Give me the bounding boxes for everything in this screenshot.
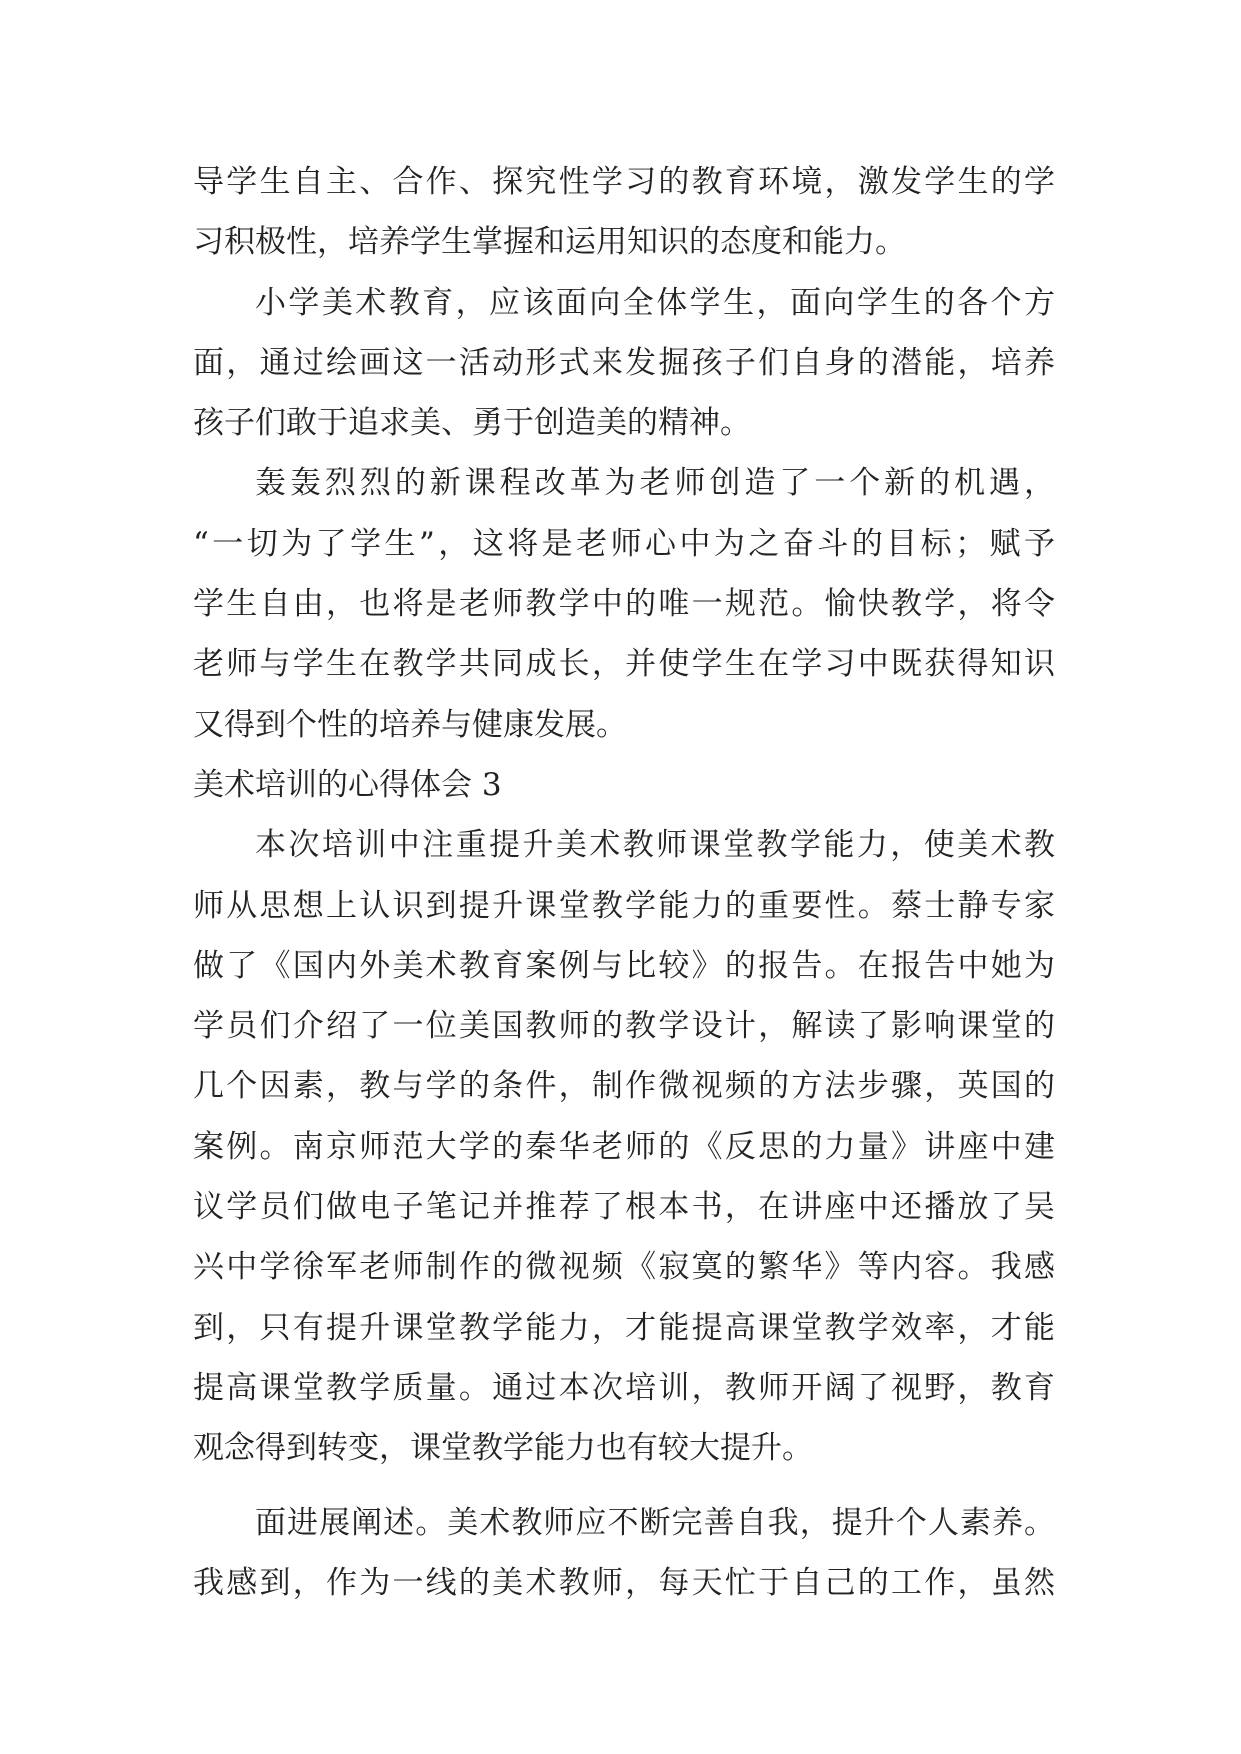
text-line: 习积极性，培养学生掌握和运用知识的态度和能力。 bbox=[193, 224, 906, 261]
paragraph-first-line: 面进展阐述。美术教师应不断完善自我，提升个人素养。 bbox=[255, 1504, 1055, 1541]
paragraph-first-line: 本次培训中注重提升美术教师课堂教学能力，使美术教 bbox=[255, 827, 1055, 864]
text-line: 我感到，作为一线的美术教师，每天忙于自己的工作，虽然 bbox=[193, 1564, 1055, 1601]
text-line: 几个因素，教与学的条件，制作微视频的方法步骤，英国的 bbox=[193, 1068, 1055, 1105]
paragraph-first-line: 小学美术教育，应该面向全体学生，面向学生的各个方 bbox=[255, 284, 1055, 321]
section-heading: 美术培训的心得体会 3 bbox=[193, 766, 502, 803]
paragraph-first-line: 轰轰烈烈的新课程改革为老师创造了一个新的机遇， bbox=[255, 465, 1055, 502]
document-body bbox=[193, 152, 1055, 1613]
text-line: 案例。南京师范大学的秦华老师的《反思的力量》讲座中建 bbox=[193, 1128, 1055, 1165]
text-line: 兴中学徐军老师制作的微视频《寂寞的繁华》等内容。我感 bbox=[193, 1249, 1055, 1286]
text-line: 老师与学生在教学共同成长，并使学生在学习中既获得知识 bbox=[193, 646, 1055, 683]
text-line: 到，只有提升课堂教学能力，才能提高课堂教学效率，才能 bbox=[193, 1309, 1055, 1346]
text-line: 面，通过绘画这一活动形式来发掘孩子们自身的潜能，培养 bbox=[193, 344, 1055, 381]
text-line: 又得到个性的培养与健康发展。 bbox=[193, 706, 627, 743]
text-line: 学员们介绍了一位美国教师的教学设计，解读了影响课堂的 bbox=[193, 1008, 1055, 1045]
text-line: “一切为了学生”，这将是老师心中为之奋斗的目标；赋予 bbox=[193, 525, 1055, 562]
text-line: 孩子们敢于追求美、勇于创造美的精神。 bbox=[193, 405, 751, 442]
text-line: 学生自由，也将是老师教学中的唯一规范。愉快教学，将令 bbox=[193, 586, 1055, 623]
text-line: 议学员们做电子笔记并推荐了根本书，在讲座中还播放了吴 bbox=[193, 1189, 1055, 1226]
text-line: 师从思想上认识到提升课堂教学能力的重要性。蔡士静专家 bbox=[193, 887, 1055, 924]
text-line: 提高课堂教学质量。通过本次培训，教师开阔了视野，教育 bbox=[193, 1369, 1055, 1406]
text-line: 观念得到转变，课堂教学能力也有较大提升。 bbox=[193, 1430, 813, 1467]
text-line: 导学生自主、合作、探究性学习的教育环境，激发学生的学 bbox=[193, 164, 1055, 200]
text-line: 做了《国内外美术教育案例与比较》的报告。在报告中她为 bbox=[193, 947, 1055, 984]
